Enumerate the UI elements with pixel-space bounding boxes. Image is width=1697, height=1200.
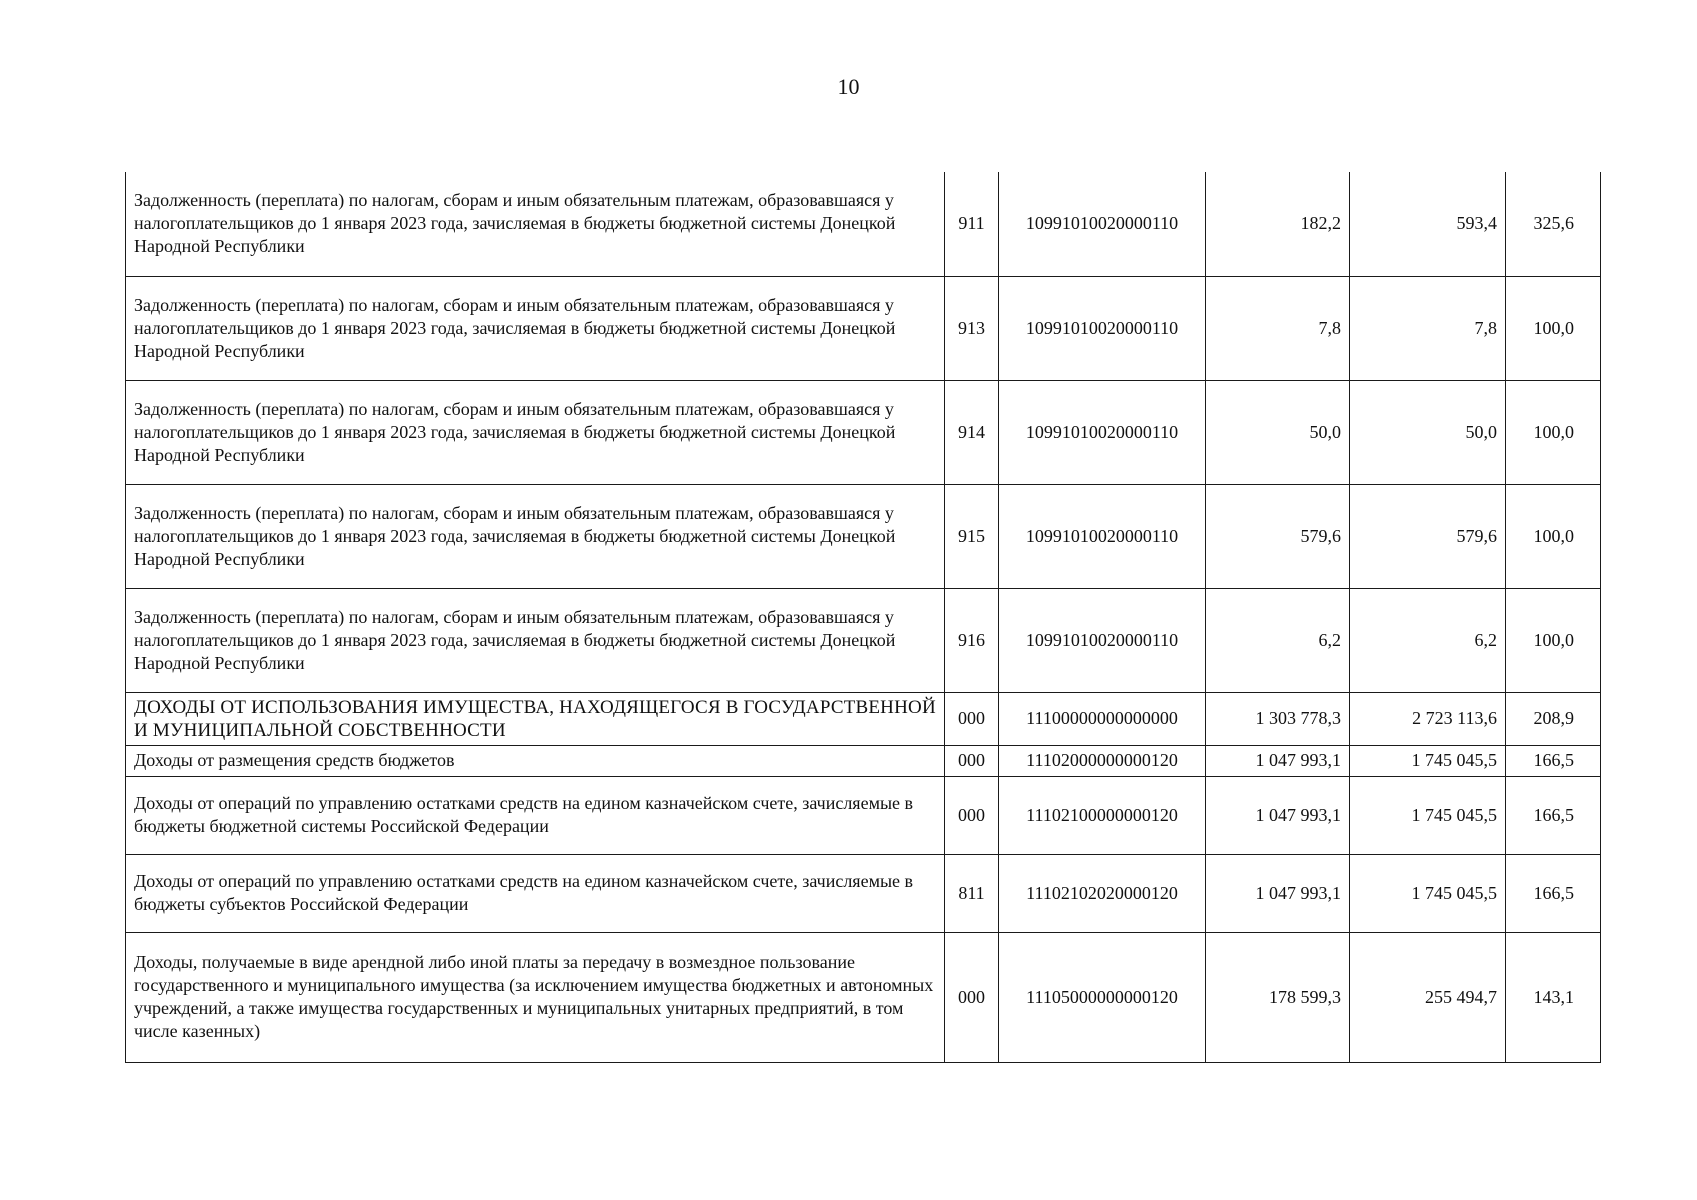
budget-classification-code: 10991010020000110 xyxy=(999,588,1206,692)
plan-value: 1 047 993,1 xyxy=(1206,854,1350,932)
fact-value: 255 494,7 xyxy=(1350,932,1506,1062)
admin-code: 915 xyxy=(945,484,999,588)
table-row xyxy=(126,854,1601,932)
percent-value: 208,9 xyxy=(1506,692,1601,745)
table-row-section-header xyxy=(126,692,1601,745)
fact-value: 593,4 xyxy=(1350,172,1506,276)
admin-code: 916 xyxy=(945,588,999,692)
admin-code: 911 xyxy=(945,172,999,276)
admin-code: 811 xyxy=(945,854,999,932)
fact-value: 50,0 xyxy=(1350,380,1506,484)
budget-classification-code: 11100000000000000 xyxy=(999,692,1206,745)
budget-revenue-table xyxy=(125,172,1601,1063)
budget-classification-code: 11102100000000120 xyxy=(999,776,1206,854)
table-row xyxy=(126,776,1601,854)
plan-value: 50,0 xyxy=(1206,380,1350,484)
row-name: Задолженность (переплата) по налогам, сборам и иным обязательным платежам, образовавшаяся у налогоплательщиков до 1 января 2023 года, зачисляемая в бюджеты бюджетной системы Донецкой Народной Республики xyxy=(126,588,945,692)
admin-code: 000 xyxy=(945,745,999,776)
admin-code: 000 xyxy=(945,776,999,854)
fact-value: 1 745 045,5 xyxy=(1350,854,1506,932)
table-row xyxy=(126,172,1601,276)
budget-table-container xyxy=(125,172,1600,1063)
table-row xyxy=(126,380,1601,484)
admin-code: 000 xyxy=(945,692,999,745)
percent-value: 100,0 xyxy=(1506,276,1601,380)
budget-classification-code: 11102000000000120 xyxy=(999,745,1206,776)
row-name: Задолженность (переплата) по налогам, сборам и иным обязательным платежам, образовавшаяся у налогоплательщиков до 1 января 2023 года, зачисляемая в бюджеты бюджетной системы Донецкой Народной Республики xyxy=(126,276,945,380)
row-name: Задолженность (переплата) по налогам, сборам и иным обязательным платежам, образовавшаяся у налогоплательщиков до 1 января 2023 года, зачисляемая в бюджеты бюджетной системы Донецкой Народной Республики xyxy=(126,380,945,484)
fact-value: 1 745 045,5 xyxy=(1350,776,1506,854)
budget-classification-code: 10991010020000110 xyxy=(999,276,1206,380)
plan-value: 1 303 778,3 xyxy=(1206,692,1350,745)
table-row xyxy=(126,276,1601,380)
table-row xyxy=(126,588,1601,692)
budget-classification-code: 10991010020000110 xyxy=(999,172,1206,276)
percent-value: 166,5 xyxy=(1506,854,1601,932)
plan-value: 178 599,3 xyxy=(1206,932,1350,1062)
row-name: ДОХОДЫ ОТ ИСПОЛЬЗОВАНИЯ ИМУЩЕСТВА, НАХОДЯЩЕГОСЯ В ГОСУДАРСТВЕННОЙ И МУНИЦИПАЛЬНОЙ СОБСТВЕННОСТИ xyxy=(126,692,945,745)
page-number: 10 xyxy=(837,74,860,99)
fact-value: 7,8 xyxy=(1350,276,1506,380)
row-name: Задолженность (переплата) по налогам, сборам и иным обязательным платежам, образовавшаяся у налогоплательщиков до 1 января 2023 года, зачисляемая в бюджеты бюджетной системы Донецкой Народной Республики xyxy=(126,484,945,588)
row-name: Доходы, получаемые в виде арендной либо иной платы за передачу в возмездное пользование государственного и муниципального имущества (за исключением имущества бюджетных и автономных учреждений, а также имущества государственных и муниципальных унитарных предприятий, в том числе казенных) xyxy=(126,932,945,1062)
table-row xyxy=(126,484,1601,588)
percent-value: 100,0 xyxy=(1506,380,1601,484)
budget-classification-code: 10991010020000110 xyxy=(999,484,1206,588)
plan-value: 182,2 xyxy=(1206,172,1350,276)
plan-value: 7,8 xyxy=(1206,276,1350,380)
percent-value: 100,0 xyxy=(1506,484,1601,588)
percent-value: 166,5 xyxy=(1506,776,1601,854)
table-row xyxy=(126,932,1601,1062)
plan-value: 579,6 xyxy=(1206,484,1350,588)
plan-value: 1 047 993,1 xyxy=(1206,776,1350,854)
fact-value: 2 723 113,6 xyxy=(1350,692,1506,745)
fact-value: 579,6 xyxy=(1350,484,1506,588)
budget-classification-code: 11105000000000120 xyxy=(999,932,1206,1062)
row-name: Доходы от размещения средств бюджетов xyxy=(126,745,945,776)
table-row xyxy=(126,745,1601,776)
budget-classification-code: 10991010020000110 xyxy=(999,380,1206,484)
row-name: Доходы от операций по управлению остатками средств на едином казначейском счете, зачисляемые в бюджеты бюджетной системы Российской Федерации xyxy=(126,776,945,854)
admin-code: 913 xyxy=(945,276,999,380)
fact-value: 6,2 xyxy=(1350,588,1506,692)
row-name: Доходы от операций по управлению остатками средств на едином казначейском счете, зачисляемые в бюджеты субъектов Российской Федерации xyxy=(126,854,945,932)
row-name: Задолженность (переплата) по налогам, сборам и иным обязательным платежам, образовавшаяся у налогоплательщиков до 1 января 2023 года, зачисляемая в бюджеты бюджетной системы Донецкой Народной Республики xyxy=(126,172,945,276)
percent-value: 100,0 xyxy=(1506,588,1601,692)
budget-classification-code: 11102102020000120 xyxy=(999,854,1206,932)
percent-value: 325,6 xyxy=(1506,172,1601,276)
admin-code: 000 xyxy=(945,932,999,1062)
percent-value: 143,1 xyxy=(1506,932,1601,1062)
fact-value: 1 745 045,5 xyxy=(1350,745,1506,776)
plan-value: 1 047 993,1 xyxy=(1206,745,1350,776)
percent-value: 166,5 xyxy=(1506,745,1601,776)
plan-value: 6,2 xyxy=(1206,588,1350,692)
admin-code: 914 xyxy=(945,380,999,484)
